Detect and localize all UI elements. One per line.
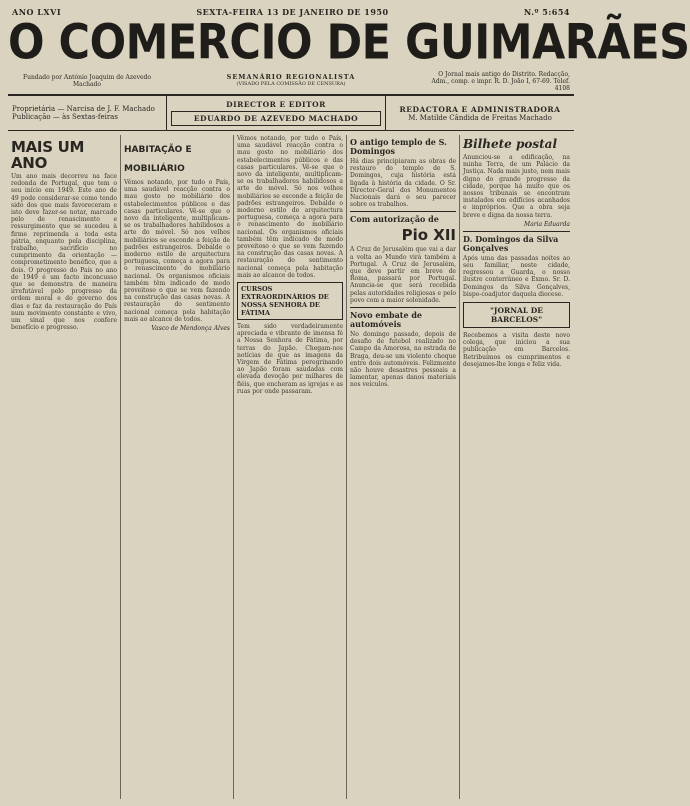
article-body: Tem sido verdadeiramente apreciada e vibrante de imensa fé a Nossa Senhora de Fátima, por terras do Japão. Chegam-nos notícias de que as imagens da Virgem de Fátima peregrinando ao Japão foram saudadas com elevada devoção por milhares de fiéis, que encheram as igrejas e as ruas por onde passaram. [237, 323, 343, 395]
newspaper-page [8, 6, 690, 794]
admin-name: M. Matilde Cândida de Freitas Machado [408, 113, 552, 122]
masthead-subhead [8, 68, 574, 96]
article-body: Recebemos a visita deste novo colega, que iniciou a sua publicação em Barcelos. Retribuímos os cumprimentos e desejamos-lhe longa e feliz vida. [463, 332, 570, 368]
article-body: Anunciou-se a edificação, na minha Terra, de um Palácio da Justiça. Nada mais justo, nem mais digno do grande progresso da cidade, porque há muito que os nossos tribunais se encontram instalados em edifícios acanhados e impróprios. Que a obra seja breve e digna da nossa terra. [463, 154, 570, 219]
divider [350, 307, 456, 308]
article-body-continued: Vêmos notando, por tudo o País, uma saudável reacção contra o mau gosto no mobiliário dos estabelecimentos públicos e das casas particulares. Vê-se que o novo da inteligente, multiplicam-se os trabalhadores habilidosos a arte do móvel. Só nos velhos mobiliários se esconde a feição de padrões estrangeiros. Debalde o moderno estilo de arquitectura portuguesa, começa a agora para o renascimento do mobiliário nacional. Os organismos oficiais também têm indicado de modo proveitoso o que se vem fazendo na construção das casas novas. A restauração do sentimento nacional começa pela habitação mais ao alcance de todos. [237, 135, 343, 279]
column-5 [460, 135, 573, 799]
article-big-title: Pio XII [401, 226, 456, 245]
publication-line: Publicação — às Sextas-feiras [12, 113, 118, 121]
article-title [124, 139, 230, 177]
issue-date: SEXTA-FEIRA 13 DE JANEIRO DE 1950 [196, 7, 389, 17]
owner-line: Proprietária — Narcisa de J. F. Machado [12, 105, 155, 113]
article-title: Novo embate de automóveis [350, 310, 423, 330]
divider [350, 211, 456, 212]
article-title: Bilhete postal [463, 137, 558, 151]
article-body: Há dias principiaram as obras de restauro do templo de S. Domingos, cuja história está ligada à história da cidade. O Sr. Director-Geral dos Monumentos Nacionais dará o seu parecer sobre os trabalhos. [350, 158, 456, 209]
article-signature: Vasco de Mendonça Alves [151, 325, 230, 333]
masthead-title: O COMERCIO DE GUIMARÃES [8, 15, 690, 71]
publication-type-label: SEMANÁRIO REGIONALISTA [226, 73, 356, 81]
article-body: Um ano mais decorreu na face redonda de Portugal, que tem o seu início em 1949. Este ano de 49 pode considerar-se como tendo sido dos que mais favoreceram e isto deve fazer-se notar, marcado pelo de renascimento e ressurgimento que se sucedeu à firme reprimenda a toda esta pátria, enquanto pela disciplina, trabalho, sacrifício no cumprimento da orientação — comprometimento benéfico, que a dois. O progresso do País no ano de 1949 é um facto inconcusso que se demonstra de maneira irrefutável pelo progresso da ordem moral e do governo dos dias e faz da restauração do País num movimento constante e vivo, um sinal que nos confere benefício e progresso. [11, 173, 117, 332]
divider [463, 231, 570, 232]
article-title: "JORNAL DE BARCELOS" [463, 302, 570, 328]
director-cell [167, 96, 386, 130]
article-body: No domingo passado, depois de desafio de futebol realizado no Campo da Amorosa, na estrada de Braga, deu-se um violento choque entre dois automóveis. Felizmente não houve desastres pessoais a lamentar, apenas danos materiais nos veículos. [350, 331, 456, 389]
staff-row [8, 96, 574, 131]
issue-number: N.º 5:654 [523, 7, 570, 17]
article-title: O antigo templo de S. Domingos [350, 137, 447, 156]
article-title-text: HABITAÇÃO E MOBILIÁRIO [124, 145, 192, 174]
article-body: A Cruz de Jerusalém que vai a dar a volta ao Mundo virá também a Portugal. A Cruz de Jerusalém, que deve partir em breve de Roma, passará por Portugal. Anuncia-se que será recebida pelas autoridades religiosas e pelo povo com a maior solenidade. [350, 246, 456, 304]
article-title: MAIS UM ANO [11, 138, 85, 172]
column-2 [121, 135, 234, 799]
director-name: EDUARDO DE AZEVEDO MACHADO [171, 111, 381, 126]
column-1 [8, 135, 121, 799]
article-title: CURSOS EXTRAORDINÁRIOS DE NOSSA SENHORA DE FÁTIMA [237, 282, 343, 320]
year-label: ANO LXVI [12, 7, 62, 17]
article-body: Vêmos notando, por tudo o País, uma saudável reacção contra o mau gosto no mobiliário dos estabelecimentos públicos e das casas particulares. Vê-se que o novo da inteligente, multiplicam-se os trabalhadores habilidosos a arte do móvel. Só nos velhos mobiliários se esconde a feição de padrões estrangeiros. Debalde o moderno estilo de arquitectura portuguesa, começa a agora para o renascimento do mobiliário nacional. Os organismos oficiais também têm indicado de modo proveitoso o que se vem fazendo na construção das casas novas. A restauração do sentimento nacional começa pela habitação mais ao alcance de todos. [124, 179, 230, 323]
censorship-note: (VISADO PELA COMISSÃO DE CENSURA) [236, 81, 346, 87]
column-4 [347, 135, 460, 799]
article-title: D. Domingos da Silva Gonçalves [463, 233, 559, 253]
director-title: DIRECTOR E EDITOR [226, 100, 326, 109]
article-title: Com autorização de [350, 214, 439, 225]
admin-title: REDACTORA E ADMINISTRADORA [399, 104, 561, 114]
article-columns [8, 135, 574, 799]
article-body: Após uma das passadas noites ao seu familiar, neste cidade, regressou a Guarda, o nosso ilustre conterrâneo e Exmo. Sr. D. Domingos da Silva Gonçalves, bispo-coadjutor daquela diocese. [463, 254, 570, 298]
article-signature: Maria Eduarda [524, 220, 570, 228]
founder-line: Fundado por António Joaquim de Azevedo Machado [23, 74, 151, 88]
publication-type [227, 74, 356, 88]
contact-line: O Jornal mais antigo do Distrito. Redacção, Adm., comp. e impr. R. D. João I, 67-69. Telef. 4108 [431, 70, 570, 92]
column-3 [234, 135, 347, 799]
owner-cell [8, 96, 167, 130]
admin-cell [386, 96, 574, 130]
